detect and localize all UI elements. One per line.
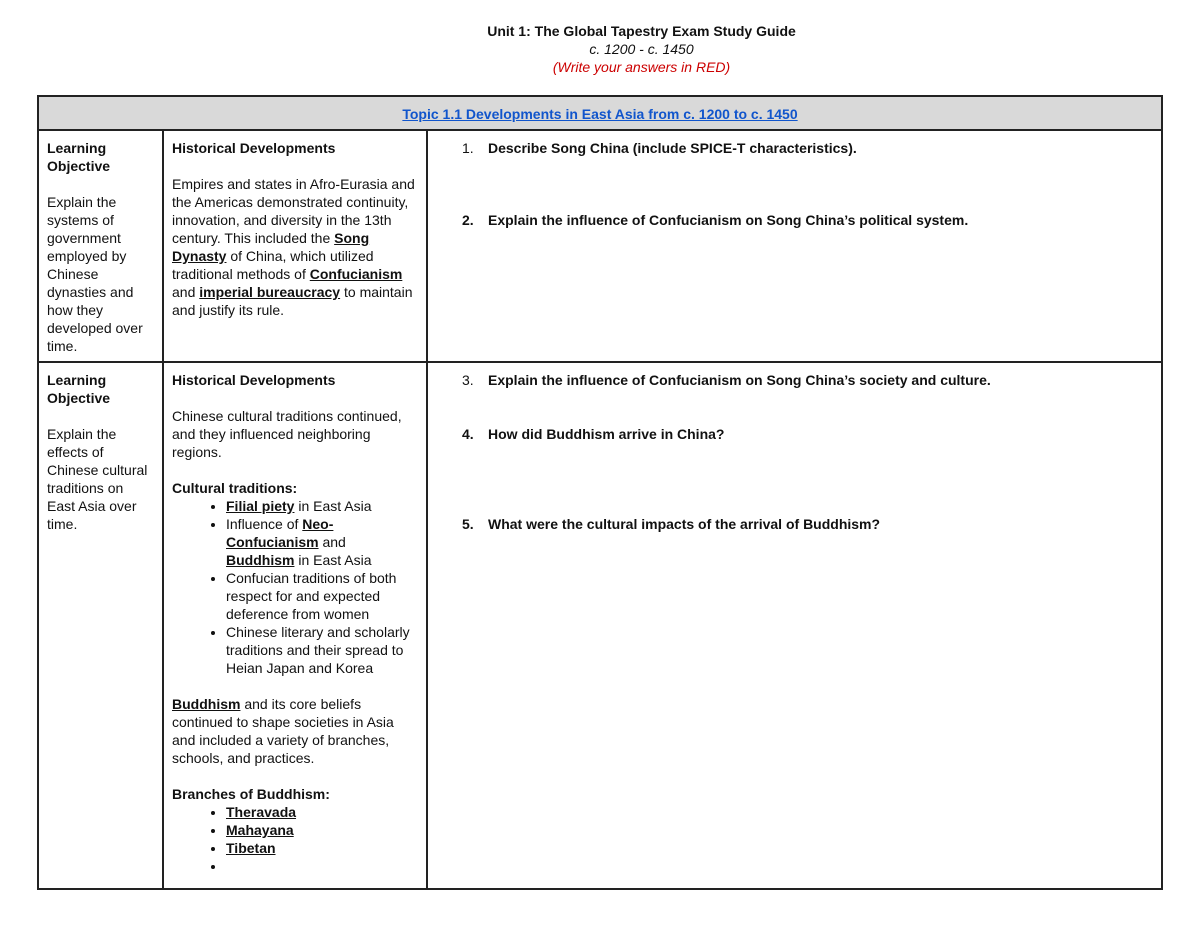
list-item: • Influence of Neo-Confucianism and Buddhism in East Asia <box>226 515 418 569</box>
learning-objective-cell <box>38 130 163 362</box>
table-row <box>38 130 1162 362</box>
question-text: Explain the influence of Confucianism on Song China’s political system. <box>488 212 969 228</box>
table-row <box>38 362 1162 889</box>
question-list <box>436 371 1153 533</box>
learning-objective-text: Explain the effects of Chinese cultural traditions on East Asia over time. <box>47 426 148 532</box>
date-range: c. 1200 - c. 1450 <box>589 41 694 57</box>
list-item: • Chinese literary and scholarly traditions and their spread to Heian Japan and Korea <box>226 623 418 677</box>
historical-developments-cell <box>163 130 427 362</box>
historical-developments-cell <box>163 362 427 889</box>
question-item: 2. Explain the influence of Confucianism on Song China’s political system. <box>462 212 969 228</box>
questions-cell[interactable] <box>427 130 1162 362</box>
question-text: What were the cultural impacts of the arrival of Buddhism? <box>488 516 881 532</box>
question-text: How did Buddhism arrive in China? <box>488 426 725 442</box>
topic-link[interactable]: Topic 1.1 Developments in East Asia from c. 1200 to c. 1450 <box>402 106 798 122</box>
historical-developments-text: Empires and states in Afro-Eurasia and the Americas demonstrated continuity, innovation, and diversity in the 13th century. This included the Song Dynasty of China, which utilized traditional methods of Confucianism and imperial bureaucracy to maintain and justify its rule. <box>172 176 415 318</box>
topic-row <box>38 96 1162 130</box>
questions-cell[interactable] <box>427 362 1162 889</box>
question-item: 5. What were the cultural impacts of the arrival of Buddhism? <box>462 516 881 532</box>
branches-list <box>172 803 418 875</box>
learning-objective-label: Learning Objective <box>47 372 111 406</box>
key-term: Song Dynasty <box>172 230 370 264</box>
cultural-traditions-label: Cultural traditions: <box>172 480 298 496</box>
list-item <box>226 857 418 875</box>
list-item: • Filial piety in East Asia <box>226 497 418 515</box>
answer-instruction: (Write your answers in RED) <box>552 59 731 75</box>
document-header <box>0 22 1200 76</box>
question-text: Explain the influence of Confucianism on Song China’s society and culture. <box>488 372 991 388</box>
question-list <box>436 139 1153 229</box>
learning-objective-cell <box>38 362 163 889</box>
question-item: 4. How did Buddhism arrive in China? <box>462 426 725 442</box>
list-item: • Tibetan <box>226 839 418 857</box>
learning-objective-label: Learning Objective <box>47 140 111 174</box>
historical-developments-label: Historical Developments <box>172 372 336 388</box>
historical-developments-intro: Chinese cultural traditions continued, and they influenced neighboring regions. <box>172 408 402 460</box>
topic-header-cell <box>38 96 1162 130</box>
study-guide-table <box>37 95 1163 890</box>
learning-objective-text: Explain the systems of government employed by Chinese dynasties and how they developed over time. <box>47 194 143 354</box>
cultural-traditions-list <box>172 497 418 677</box>
list-item: • Mahayana <box>226 821 418 839</box>
key-term: Confucianism <box>309 266 403 282</box>
question-item: 1. Describe Song China (include SPICE-T characteristics). <box>462 140 857 156</box>
list-item: • Theravada <box>226 803 418 821</box>
list-item: • Confucian traditions of both respect for and expected deference from women <box>226 569 418 623</box>
buddhism-text: Buddhism and its core beliefs continued to shape societies in Asia and included a variety of branches, schools, and practices. <box>172 696 394 766</box>
historical-developments-label: Historical Developments <box>172 140 336 156</box>
key-term: imperial bureaucracy <box>199 284 341 300</box>
question-item: 3. Explain the influence of Confucianism on Song China’s society and culture. <box>462 372 991 388</box>
branches-label: Branches of Buddhism: <box>172 786 330 802</box>
document-title: Unit 1: The Global Tapestry Exam Study Guide <box>487 23 796 39</box>
question-text: Describe Song China (include SPICE-T characteristics). <box>488 140 857 156</box>
